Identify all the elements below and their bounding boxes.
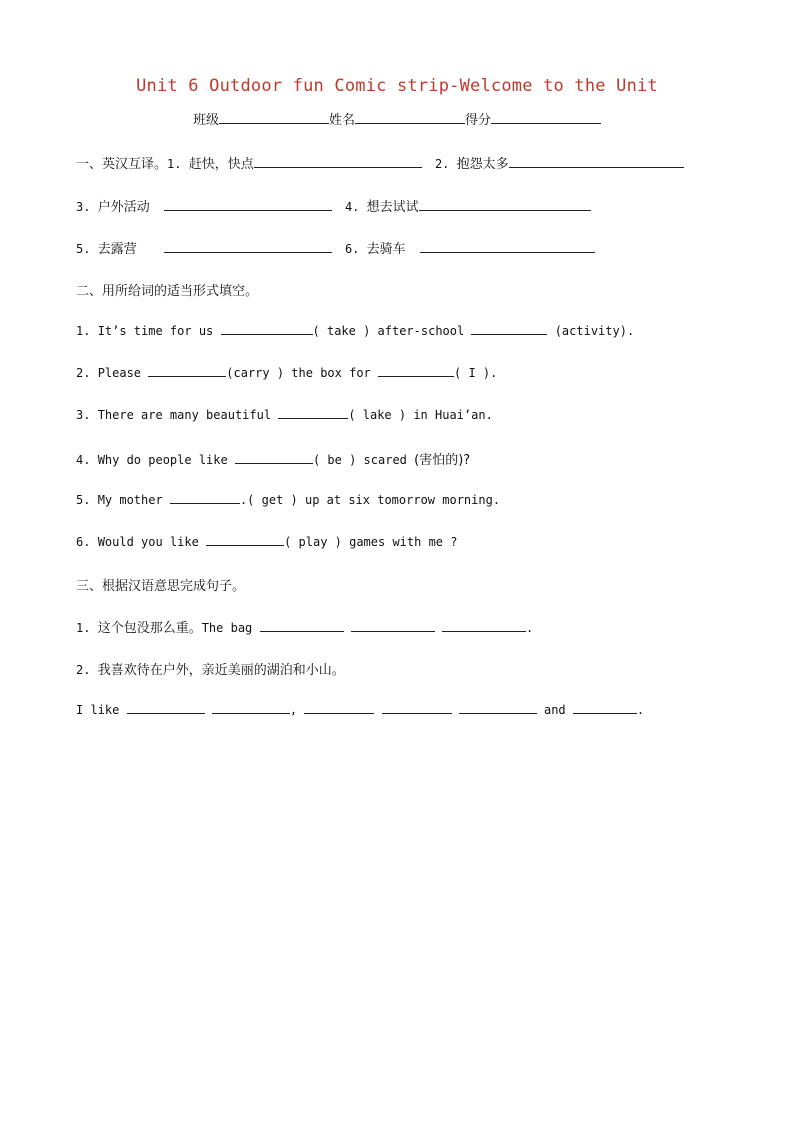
answer-blank[interactable] <box>260 619 344 632</box>
question-text: Why do people like <box>97 453 228 467</box>
item-number: 1. <box>167 157 182 171</box>
answer-blank[interactable] <box>304 701 374 714</box>
item-number: 1. <box>76 324 91 338</box>
answer-blank[interactable] <box>378 364 454 377</box>
name-blank[interactable] <box>355 110 465 124</box>
question-text: ( play ) games with me ? <box>284 535 458 549</box>
question-text: (activity). <box>554 324 635 338</box>
question-text: The bag <box>201 621 253 635</box>
answer-blank[interactable] <box>164 198 332 211</box>
answer-blank[interactable] <box>573 701 637 714</box>
question-text: It’s time for us <box>97 324 214 338</box>
answer-blank[interactable] <box>148 364 226 377</box>
section3-q2 <box>76 659 345 678</box>
item-number: 4. <box>344 200 360 214</box>
question-text: Would you like <box>97 535 199 549</box>
section3-heading: 三、根据汉语意思完成句子。 <box>76 579 246 594</box>
item-number: 2. <box>76 663 91 677</box>
item-number: 3. <box>76 200 91 214</box>
score-blank[interactable] <box>491 110 601 124</box>
section2-q1 <box>76 322 634 338</box>
class-label: 班级 <box>192 113 219 128</box>
question-text: I like <box>76 703 120 717</box>
section3-q1: 1. 这个包没那么重。The bag . <box>76 621 534 636</box>
answer-blank[interactable] <box>212 701 290 714</box>
section2-q4 <box>76 449 470 468</box>
question-text: (害怕的)? <box>414 453 471 468</box>
question-text: and <box>543 703 566 717</box>
answer-blank[interactable] <box>254 155 422 168</box>
question-text: ( lake ) in Huai’an. <box>348 408 493 422</box>
section2-q6 <box>76 533 457 549</box>
section2-q5 <box>76 491 500 507</box>
item-prompt: 想去试试 <box>366 200 419 215</box>
section2-heading: 二、用所给词的适当形式填空。 <box>76 284 259 299</box>
section1-heading: 一、英汉互译。 <box>76 157 168 172</box>
answer-blank[interactable] <box>235 451 313 464</box>
section3-q2-answer-line: I like , and . <box>76 703 645 717</box>
item-number: 5. <box>76 493 91 507</box>
answer-blank[interactable] <box>164 240 332 253</box>
item-number: 1. <box>76 621 91 635</box>
section1-row1 <box>76 153 684 172</box>
question-text: ( be ) scared <box>312 453 407 467</box>
question-text: My mother <box>97 493 163 507</box>
item-number: 6. <box>344 242 360 256</box>
class-blank[interactable] <box>219 110 329 124</box>
answer-blank[interactable] <box>459 701 537 714</box>
question-chinese: 我喜欢待在户外，亲近美丽的湖泊和小山。 <box>97 663 345 678</box>
item-prompt: 去露营 <box>97 242 137 257</box>
answer-blank[interactable] <box>420 240 595 253</box>
answer-blank[interactable] <box>127 701 205 714</box>
section1-row3 <box>76 238 595 257</box>
question-text: ( I ). <box>454 366 498 380</box>
answer-blank[interactable] <box>382 701 452 714</box>
answer-blank[interactable] <box>221 322 313 335</box>
answer-blank[interactable] <box>509 155 684 168</box>
name-label: 姓名 <box>328 113 355 128</box>
item-number: 5. <box>76 242 91 256</box>
question-text: Please <box>97 366 142 380</box>
item-number: 3. <box>76 408 91 422</box>
question-chinese: 这个包没那么重。 <box>97 621 202 636</box>
student-info-row <box>0 109 794 128</box>
item-number: 2. <box>76 366 91 380</box>
section2-q3 <box>76 406 493 422</box>
section1-row2 <box>76 196 591 215</box>
item-number: 6. <box>76 535 91 549</box>
answer-blank[interactable] <box>206 533 284 546</box>
answer-blank[interactable] <box>351 619 435 632</box>
question-text: ( take ) after-school <box>312 324 465 338</box>
question-text: .( get ) up at six tomorrow morning. <box>239 493 501 507</box>
item-prompt: 抱怨太多 <box>456 157 509 172</box>
item-prompt: 户外活动 <box>97 200 150 215</box>
item-number: 2. <box>434 157 450 171</box>
answer-blank[interactable] <box>471 322 547 335</box>
answer-blank[interactable] <box>170 491 240 504</box>
item-prompt: 赶快，快点 <box>188 157 254 172</box>
item-number: 4. <box>76 453 91 467</box>
score-label: 得分 <box>465 113 492 128</box>
answer-blank[interactable] <box>442 619 526 632</box>
answer-blank[interactable] <box>419 198 591 211</box>
page-title: Unit 6 Outdoor fun Comic strip-Welcome to the Unit <box>136 76 658 96</box>
item-prompt: 去骑车 <box>366 242 406 257</box>
section2-q2 <box>76 364 497 380</box>
answer-blank[interactable] <box>278 406 348 419</box>
question-text: (carry ) the box for <box>226 366 371 380</box>
question-text: There are many beautiful <box>97 408 272 422</box>
